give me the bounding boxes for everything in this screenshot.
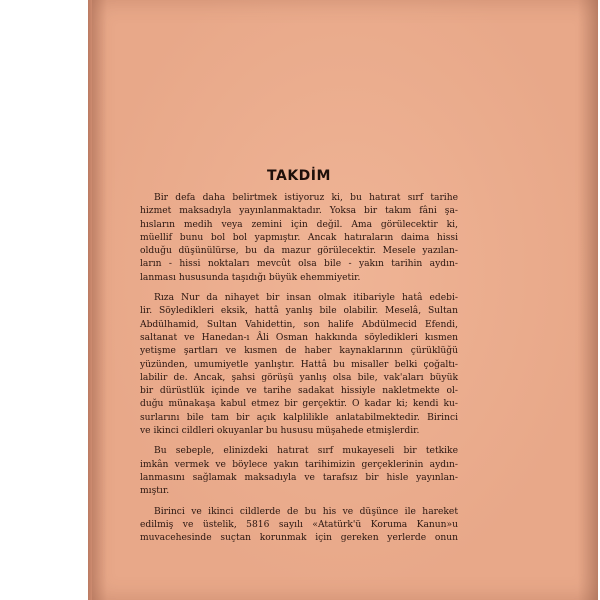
page-content — [140, 168, 458, 552]
text-line: ve ikinci cildleri okuyanlar bu hususu müşahede etmişlerdir. — [140, 426, 420, 437]
text-line: surlarını bile tam bir açık kalplilikle anlatabilmektedir. Birinci — [140, 412, 458, 423]
text-line: lanmasını sağlamak maksadıyla ve tarafsız bir hisle yayınlan- — [140, 472, 458, 483]
page-title: TAKDİM — [267, 168, 331, 184]
paragraph-3 — [140, 445, 458, 498]
text-line: edilmiş ve üstelik, 5816 sayılı «Atatürk'ü Koruma Kanun»u — [140, 519, 458, 530]
text-line: hısların medih veya zemini için değil. Ama görülecektir ki, — [140, 219, 458, 230]
text-line: lir. Söyledikleri eksik, hattâ yanlış bile olabilir. Meselâ, Sultan — [140, 306, 458, 317]
text-line: imkân vermek ve böylece yakın tarihimizin gerçeklerinin aydın- — [140, 459, 458, 470]
text-line: hizmet maksadıyla yayınlanmaktadır. Yoksa bir takım fâni şa- — [140, 206, 458, 217]
paragraph-2 — [140, 292, 458, 438]
text-line: Birinci ve ikinci cildlerde de bu his ve düşünce ile hareket — [154, 506, 458, 517]
text-line: ların - hissi noktaları mevcût olsa bile - yakın tarihin aydın- — [140, 259, 458, 270]
text-line: lanması hususunda taşıdığı büyük ehemmiyetir. — [140, 272, 361, 283]
text-line: duğu münakaşa kabul etmez bir gerçektir. O kadar ki; kendi ku- — [140, 399, 458, 410]
text-line: labilir de. Ancak, şahsi görüşü yanlış olsa bile, vak'aları büyük — [140, 372, 458, 383]
text-line: bir dürüstlük içinde ve tarihe sadakat hissiyle nakletmekte ol- — [140, 386, 458, 397]
paragraph-1 — [140, 192, 458, 285]
text-line: mıştır. — [140, 486, 170, 497]
text-line: yüzünden, umumiyetle yanlıştır. Hattâ bu misaller belki çoğaltı- — [140, 359, 458, 370]
text-line: müellif bunu bol bol yapmıştır. Ancak hatıraların daima hissi — [140, 232, 458, 243]
text-line: muvacehesinde suçtan korunmak için gereken yerlerde onun — [140, 533, 458, 544]
paragraph-4 — [140, 506, 458, 546]
text-line: Rıza Nur da nihayet bir insan olmak itibariyle hatâ edebi- — [154, 293, 458, 304]
text-line: Abdülhamid, Sultan Vahidettin, son halife Abdülmecid Efendi, — [140, 319, 458, 330]
text-line: yetişme şartları ve kısmen de haber kaynaklarının çürüklüğü — [140, 346, 458, 357]
text-line: olduğu düşünülürse, bu da mazur görülecektir. Mesele yazılan- — [140, 246, 458, 257]
text-line: saltanat ve Hanedan-ı Âli Osman hakkında söyledikleri kısmen — [140, 332, 458, 343]
text-line: Bir defa daha belirtmek istiyoruz ki, bu hatırat sırf tarihe — [154, 193, 458, 203]
text-line: Bu sebeple, elinizdeki hatırat sırf mukayeseli bir tetkike — [154, 446, 458, 457]
